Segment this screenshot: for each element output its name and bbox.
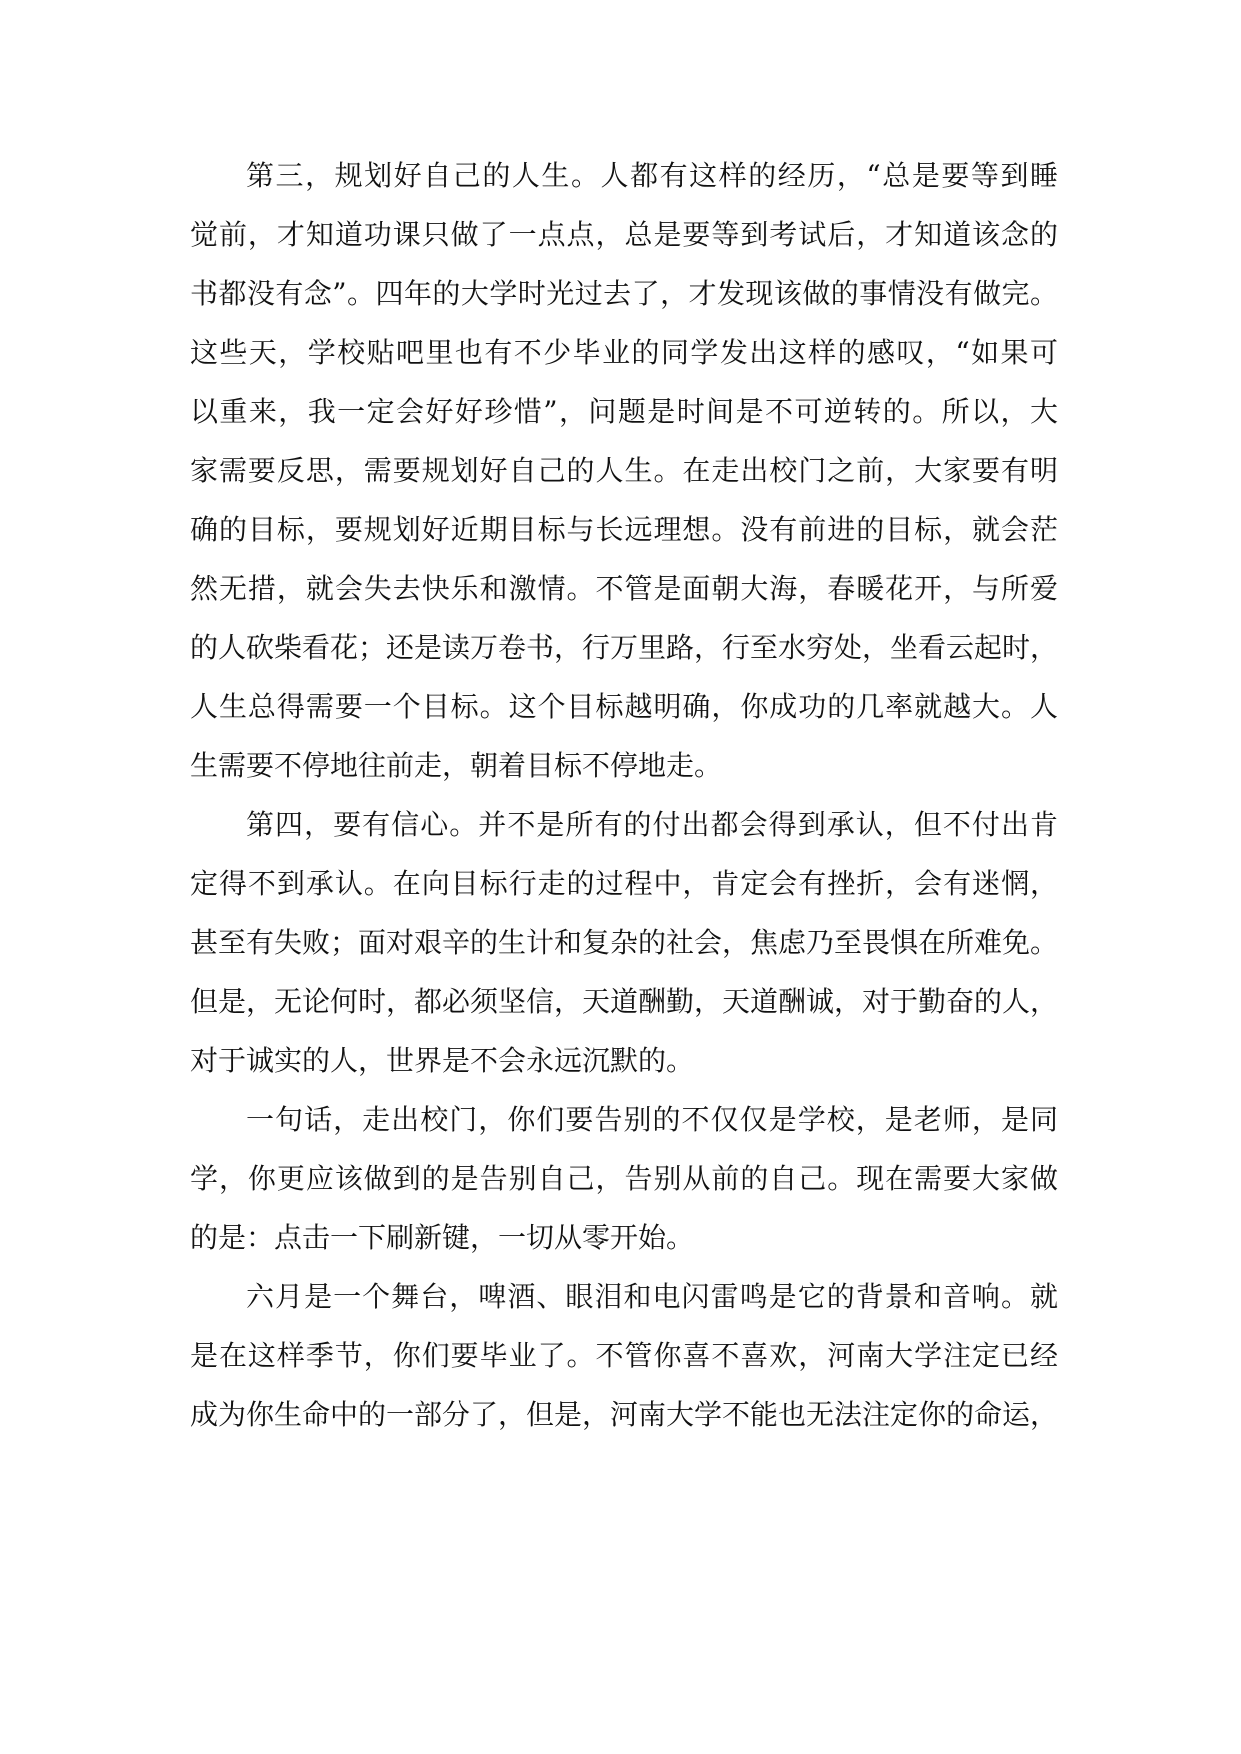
paragraph-2-line-4: 但是，无论何时，都必须坚信，天道酬勤，天道酬诚，对于勤奋的人，: [190, 985, 1059, 1018]
document-body: [190, 158, 1059, 1431]
paragraph-1-line-4: 这些天，学校贴吧里也有不少毕业的同学发出这样的感叹，“如果可: [190, 336, 1058, 369]
paragraph-1-line-8: 然无措，就会失去快乐和激情。不管是面朝大海，春暖花开，与所爱: [190, 572, 1058, 605]
paragraph-1-line-2: 觉前，才知道功课只做了一点点，总是要等到考试后，才知道该念的: [190, 218, 1058, 251]
paragraph-1-line-6: 家需要反思，需要规划好自己的人生。在走出校门之前，大家要有明: [190, 454, 1058, 487]
paragraph-2-line-2: 定得不到承认。在向目标行走的过程中，肯定会有挫折，会有迷惘，: [190, 867, 1058, 900]
paragraph-1-line-5: 以重来，我一定会好好珍惜”，问题是时间是不可逆转的。所以，大: [190, 395, 1058, 428]
paragraph-2-line-1: 第四，要有信心。并不是所有的付出都会得到承认，但不付出肯: [246, 808, 1058, 841]
paragraph-4-line-1: 六月是一个舞台，啤酒、眼泪和电闪雷鸣是它的背景和音响。就: [246, 1280, 1058, 1313]
paragraph-3-line-3: 的是：点击一下刷新键，一切从零开始。: [190, 1221, 695, 1254]
paragraph-1-line-11: 生需要不停地往前走，朝着目标不停地走。: [190, 749, 723, 782]
paragraph-3-line-1: 一句话，走出校门，你们要告别的不仅仅是学校，是老师，是同: [246, 1103, 1058, 1136]
paragraph-4-line-2: 是在这样季节，你们要毕业了。不管你喜不喜欢，河南大学注定已经: [190, 1339, 1058, 1372]
paragraph-1-line-1: 第三，规划好自己的人生。人都有这样的经历，“总是要等到睡: [246, 159, 1058, 192]
paragraph-2-line-5: 对于诚实的人，世界是不会永远沉默的。: [190, 1044, 695, 1077]
paragraph-1-line-7: 确的目标，要规划好近期目标与长远理想。没有前进的目标，就会茫: [190, 513, 1058, 546]
paragraph-1-line-9: 的人砍柴看花；还是读万卷书，行万里路，行至水穷处，坐看云起时，: [190, 631, 1059, 664]
paragraph-1-line-10: 人生总得需要一个目标。这个目标越明确，你成功的几率就越大。人: [190, 690, 1058, 723]
paragraph-3-line-2: 学，你更应该做到的是告别自己，告别从前的自己。现在需要大家做: [190, 1162, 1058, 1195]
paragraph-4-line-3: 成为你生命中的一部分了，但是，河南大学不能也无法注定你的命运，: [190, 1398, 1059, 1431]
paragraph-1-line-3: 书都没有念”。四年的大学时光过去了，才发现该做的事情没有做完。: [190, 277, 1058, 310]
paragraph-2-line-3: 甚至有失败；面对艰辛的生计和复杂的社会，焦虑乃至畏惧在所难免。: [190, 926, 1059, 959]
